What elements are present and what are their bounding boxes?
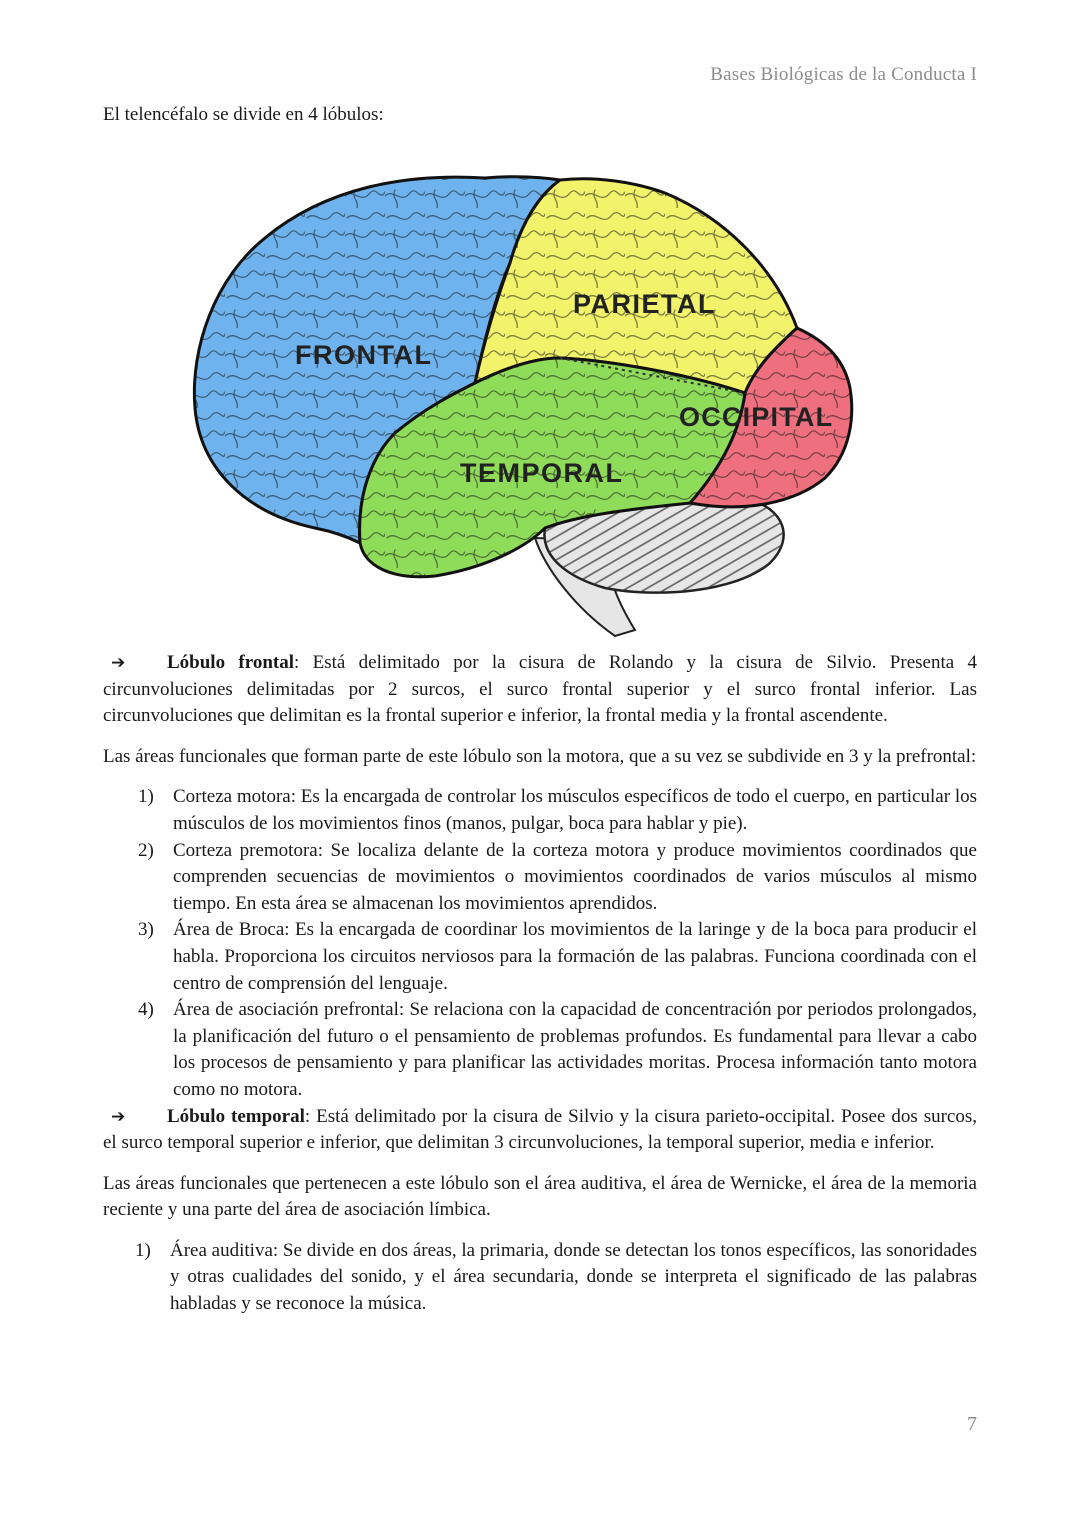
frontal-lobe-paragraph <box>103 650 977 730</box>
list-item: 1) Corteza motora: Es la encargada de controlar los músculos específicos de todo el cuerpo, en particular los músculos de los movimientos finos (manos, pulgar, boca para hablar y pie). <box>138 786 977 834</box>
list-item: 4) Área de asociación prefrontal: Se relaciona con la capacidad de concentración por periodos prolongados, la planificación del futuro o el pensamiento de problemas profundos. Es fundamental para llevar a cabo los procesos de pensamiento y para planificar las actividades moritas. Procesa información tanto motora como no motora. <box>138 999 977 1100</box>
temporal-lobe-term: Lóbulo temporal <box>167 1105 305 1127</box>
temporal-areas-intro: Las áreas funcionales que pertenecen a este lóbulo son el área auditiva, el área de Wernicke, el área de la memoria reciente y una parte del área de asociación límbica. <box>103 1172 977 1221</box>
page-number: 7 <box>967 1413 977 1435</box>
list-item: 2) Corteza premotora: Se localiza delante de la corteza motora y produce movimientos coordinados que comprenden secuencias de movimientos o movimientos coordinados de varios músculos al mismo tiempo. En esta área se almacenan los movimientos aprendidos. <box>138 839 977 914</box>
frontal-areas-list <box>103 784 977 1103</box>
frontal-lobe-term: Lóbulo frontal <box>167 652 294 673</box>
arrow-icon: ➔ <box>111 653 126 673</box>
temporal-areas-list <box>103 1238 977 1318</box>
temporal-label: TEMPORAL <box>460 458 624 488</box>
running-header: Bases Biológicas de la Conducta I <box>710 64 977 85</box>
list-item: 1) Área auditiva: Se divide en dos áreas, la primaria, donde se detectan los tonos específicos, las sonoridades y otras cualidades del sonido, y el área secundaria, donde se interpreta el significado de las palabras habladas y se reconoce la música. <box>135 1239 977 1315</box>
temporal-lobe-description: : Está delimitado por la cisura de Silvio y la cisura parieto-occipital. Posee dos surcos, el surco temporal superior e inferior, que delimitan 3 circunvoluciones, la temporal superior, media e inferior. <box>103 1105 977 1154</box>
body-content <box>103 650 977 1318</box>
list-item: 3) Área de Broca: Es la encargada de coordinar los movimientos de la laringe y de la boca para producir el habla. Proporciona los circuitos nerviosos para la formación de las palabras. Funciona coordinada con el centro de comprensión del lenguaje. <box>138 919 977 994</box>
arrow-icon: ➔ <box>111 1106 126 1127</box>
parietal-label: PARIETAL <box>573 289 716 319</box>
intro-text: El telencéfalo se divide en 4 lóbulos: <box>103 104 384 125</box>
temporal-lobe-paragraph <box>103 1104 977 1157</box>
frontal-label: FRONTAL <box>295 340 433 370</box>
occipital-label: OCCIPITAL <box>679 402 834 432</box>
frontal-lobe-description: : Está delimitado por la cisura de Rolando y la cisura de Silvio. Presenta 4 circunvoluciones delimitadas por 2 surcos, el surco frontal superior y el surco frontal inferior. Las circunvoluciones que delimitan es la frontal superior e inferior, la frontal media y la frontal ascendente. <box>103 652 977 727</box>
brain-lobes-figure <box>185 168 865 643</box>
frontal-areas-intro: Las áreas funcionales que forman parte de este lóbulo son la motora, que a su vez se subdivide en 3 y la prefrontal: <box>103 745 977 767</box>
